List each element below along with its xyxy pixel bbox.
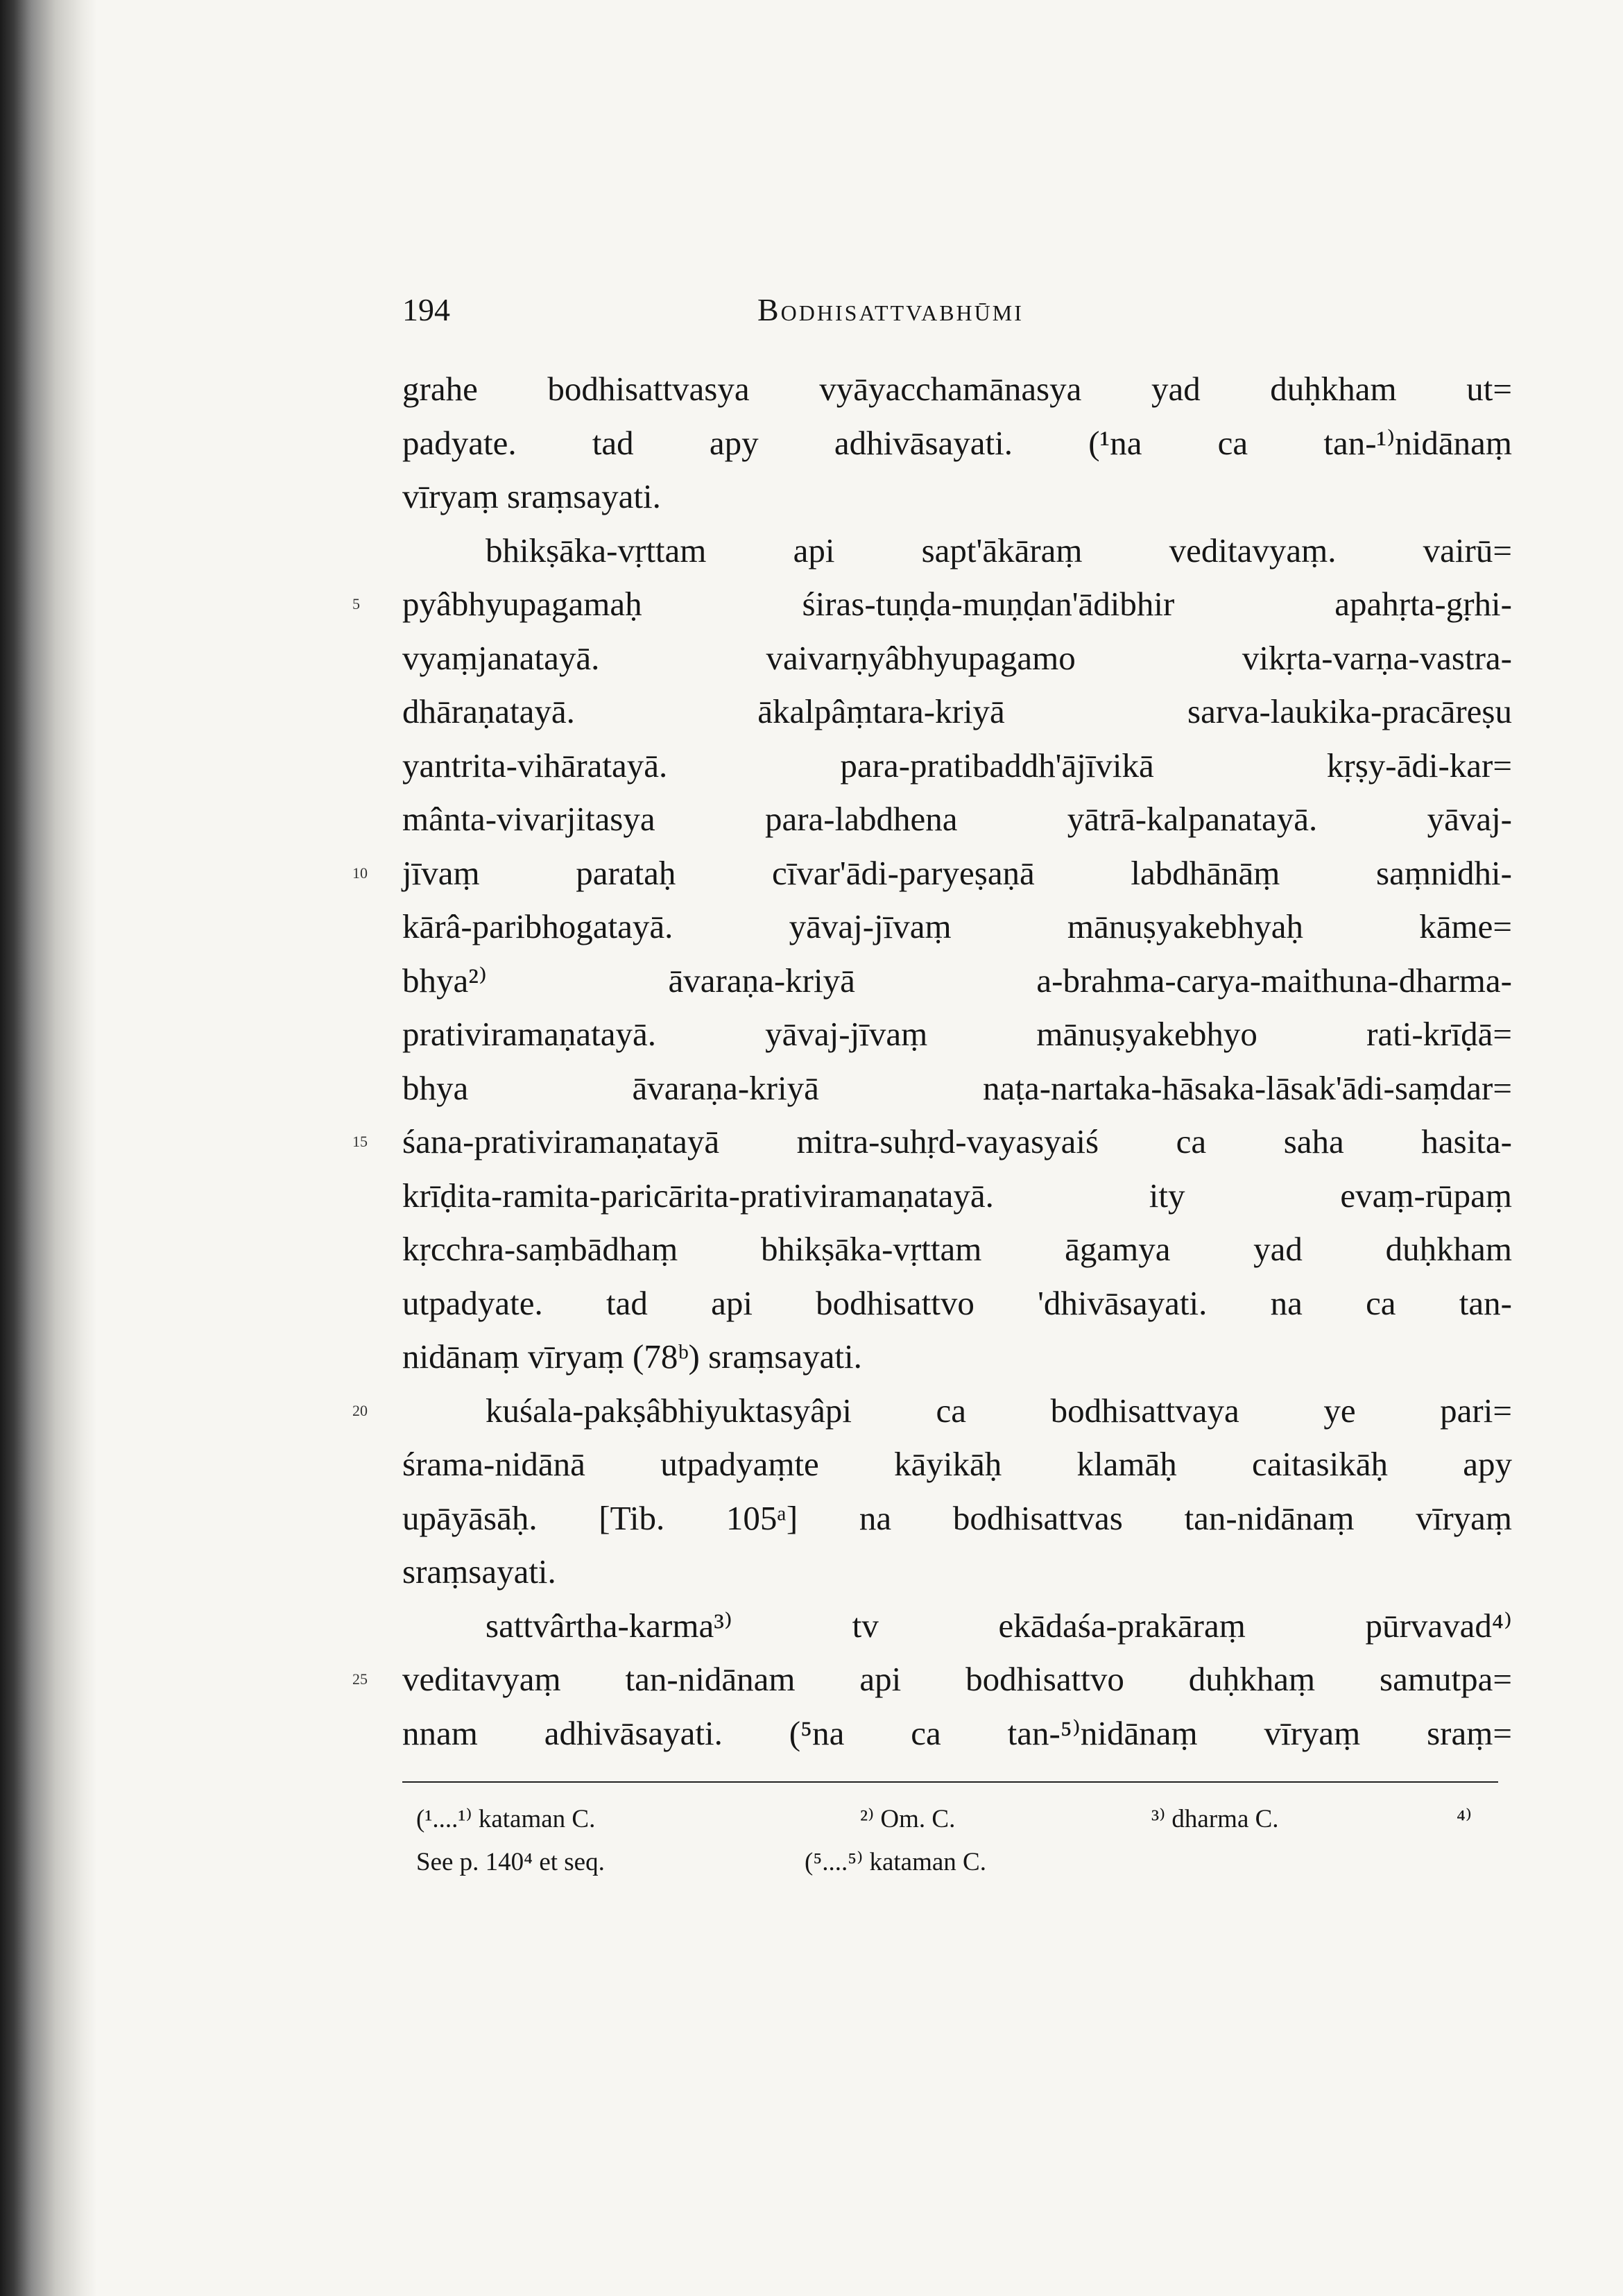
footnote-4: ⁴⁾ (1457, 1805, 1472, 1833)
line-text: bhikṣāka-vṛttam api sapt'ākāraṃ veditavyaṃ. vairū= (486, 531, 1512, 569)
footnote-1: (¹....¹⁾ kataman C. (416, 1805, 596, 1833)
footnote-4-text: See p. 140⁴ et seq. (416, 1848, 605, 1876)
text-line (402, 416, 1512, 470)
line-text: śana-prativiramaṇatayā mitra-suhṛd-vayasyaiś ca saha hasita- (402, 1122, 1512, 1160)
line-text: bhya²⁾ āvaraṇa-kriyā a-brahma-carya-maithuna-dharma- (402, 961, 1512, 1000)
line-number: 10 (352, 864, 368, 882)
running-head (402, 291, 1096, 340)
text-line (402, 1437, 1512, 1491)
line-text: mânta-vivarjitasya para-labdhena yātrā-kalpanatayā. yāvaj- (402, 800, 1512, 838)
footnote-line (416, 1841, 1498, 1884)
line-text: upāyāsāḥ. [Tib. 105ᵃ] na bodhisattvas tan-nidānaṃ vīryaṃ (402, 1498, 1512, 1537)
line-text: veditavyaṃ tan-nidānam api bodhisattvo duḥkhaṃ samutpa= (402, 1660, 1512, 1698)
line-number: 25 (352, 1670, 368, 1688)
footnote-rule (402, 1781, 1498, 1783)
footnote-5: (⁵....⁵⁾ kataman C. (805, 1848, 986, 1876)
line-text: padyate. tad apy adhivāsayati. (¹na ca tan-¹⁾nidānaṃ (402, 423, 1512, 462)
line-text: vyaṃjanatayā. vaivarṇyâbhyupagamo vikṛta-varṇa-vastra- (402, 638, 1512, 677)
text-line (402, 1599, 1512, 1653)
text-line (402, 524, 1512, 578)
text-line (402, 631, 1512, 685)
text-line (402, 954, 1512, 1008)
line-text: utpadyate. tad api bodhisattvo 'dhivāsayati. na ca tan- (402, 1283, 1512, 1322)
line-text: prativiramaṇatayā. yāvaj-jīvaṃ mānuṣyakebhyo rati-krīḍā= (402, 1015, 1512, 1053)
footnote-line (416, 1798, 1498, 1841)
footnote-2: ²⁾ Om. C. (860, 1805, 956, 1833)
line-text: śrama-nidānā utpadyaṃte kāyikāḥ klamāḥ caitasikāḥ apy (402, 1445, 1512, 1483)
line-text: nnam adhivāsayati. (⁵na ca tan-⁵⁾nidānaṃ vīryaṃ sraṃ= (402, 1713, 1512, 1752)
line-text: yantrita-vihāratayā. para-pratibaddh'ājīvikā kṛṣy-ādi-kar= (402, 746, 1512, 785)
text-line (402, 1545, 1512, 1599)
line-text: sattvârtha-karma³⁾ tv ekādaśa-prakāraṃ pūrvavad⁴⁾ (486, 1606, 1512, 1645)
text-line (402, 1169, 1512, 1223)
text-line (402, 1276, 1512, 1330)
footnotes (416, 1798, 1498, 1884)
text-line (402, 900, 1512, 954)
line-text: grahe bodhisattvasya vyāyacchamānasya yad duḥkham ut= (402, 370, 1512, 408)
line-text: vīryaṃ sraṃsayati. (402, 477, 661, 515)
text-line (402, 470, 1512, 524)
line-text: bhya āvaraṇa-kriyā naṭa-nartaka-hāsaka-lāsak'ādi-saṃdar= (402, 1068, 1512, 1107)
line-text: kārâ-paribhogatayā. yāvaj-jīvaṃ mānuṣyakebhyaḥ kāme= (402, 907, 1512, 945)
line-number: 5 (352, 595, 360, 612)
text-line (352, 846, 1512, 900)
line-text: dhāraṇatayā. ākalpâṃtara-kriyā sarva-laukika-pracāreṣu (402, 692, 1512, 730)
text-line (402, 1222, 1512, 1276)
text-line (352, 1115, 1512, 1169)
text-line (402, 1061, 1512, 1115)
line-text: pyâbhyupagamaḥ śiras-tuṇḍa-muṇḍan'ādibhir apahṛta-gṛhi- (402, 585, 1512, 623)
line-number: 15 (352, 1133, 368, 1150)
text-line (352, 577, 1512, 631)
text-line (402, 685, 1512, 739)
page-number: 194 (402, 292, 450, 327)
line-number: 20 (352, 1401, 368, 1419)
footnote-3: ³⁾ dharma C. (1151, 1805, 1279, 1833)
line-text: sraṃsayati. (402, 1552, 556, 1591)
line-text: kuśala-pakṣâbhiyuktasyâpi ca bodhisattvaya ye pari= (486, 1391, 1512, 1430)
text-line (352, 1384, 1512, 1438)
text-line (402, 362, 1512, 416)
line-text: nidānaṃ vīryaṃ (78ᵇ) sraṃsayati. (402, 1337, 862, 1376)
book-title: Bodhisattvabhūmi (757, 292, 1024, 327)
text-line (402, 1491, 1512, 1545)
book-spine-shadow (0, 0, 97, 2296)
text-line (402, 1706, 1512, 1760)
line-text: kṛcchra-saṃbādhaṃ bhikṣāka-vṛttam āgamya yad duḥkham (402, 1230, 1512, 1268)
text-line (402, 739, 1512, 793)
text-line (402, 1007, 1512, 1061)
text-line (352, 1652, 1512, 1706)
body-text (352, 362, 1512, 1760)
text-line (402, 1330, 1512, 1384)
line-text: jīvaṃ parataḥ cīvar'ādi-paryeṣaṇā labdhānāṃ saṃnidhi- (402, 853, 1512, 892)
text-line (402, 792, 1512, 846)
line-text: krīḍita-ramita-paricārita-prativiramaṇatayā. ity evaṃ-rūpaṃ (402, 1176, 1512, 1215)
